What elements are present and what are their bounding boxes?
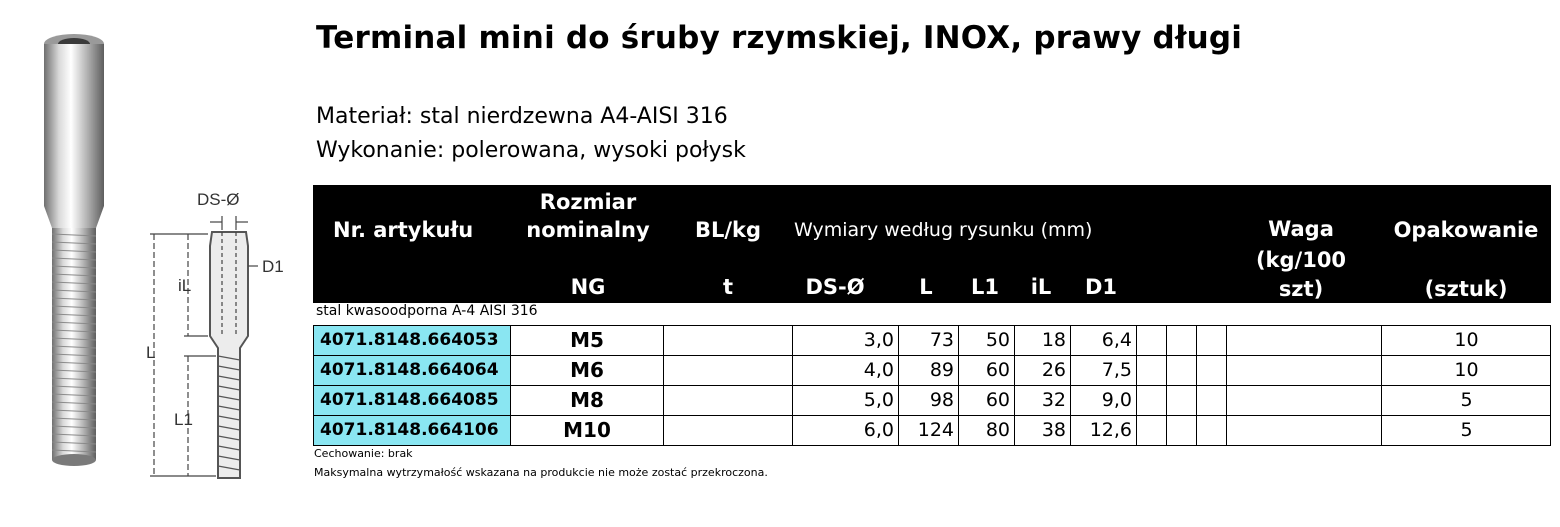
header-il: iL bbox=[1030, 275, 1052, 299]
header-pack: Opakowanie bbox=[1393, 218, 1539, 242]
label-il: iL bbox=[178, 276, 192, 295]
cell-l1: 60 bbox=[958, 386, 1014, 415]
cell-l1: 80 bbox=[958, 416, 1014, 445]
table-row bbox=[313, 416, 1551, 446]
cell-weight bbox=[1226, 416, 1381, 445]
header-weight-1: Waga bbox=[1268, 217, 1334, 241]
cell-ds: 4,0 bbox=[792, 356, 898, 385]
cell-il: 18 bbox=[1014, 326, 1070, 355]
row-border bbox=[1550, 356, 1551, 385]
cell-l: 98 bbox=[898, 386, 958, 415]
spec-finish: Wykonanie: polerowana, wysoki połysk bbox=[316, 138, 746, 163]
table-header bbox=[313, 185, 1551, 303]
cell-pack: 5 bbox=[1381, 416, 1551, 445]
table-row bbox=[313, 386, 1551, 416]
cell-weight bbox=[1226, 326, 1381, 355]
label-ds: DS-Ø bbox=[197, 190, 240, 209]
cell-d1: 6,4 bbox=[1070, 326, 1136, 355]
cell-d1: 12,6 bbox=[1070, 416, 1136, 445]
row-border bbox=[1550, 416, 1551, 445]
row-border bbox=[1550, 386, 1551, 415]
header-article: Nr. artykułu bbox=[333, 218, 474, 242]
cell-l: 124 bbox=[898, 416, 958, 445]
cell-il: 26 bbox=[1014, 356, 1070, 385]
cell-bl bbox=[663, 416, 792, 445]
page-title: Terminal mini do śruby rzymskiej, INOX, prawy długi bbox=[316, 20, 1243, 56]
spec-material: Materiał: stal nierdzewna A4-AISI 316 bbox=[316, 104, 728, 129]
technical-drawing bbox=[140, 186, 300, 486]
cell-l1: 50 bbox=[958, 326, 1014, 355]
cell-bl bbox=[663, 356, 792, 385]
header-ds: DS-Ø bbox=[805, 275, 865, 299]
cell-article: 4071.8148.664053 bbox=[313, 326, 510, 355]
cell-pack: 5 bbox=[1381, 386, 1551, 415]
cell-weight bbox=[1226, 356, 1381, 385]
table-body bbox=[313, 325, 1551, 446]
header-l: L bbox=[919, 275, 933, 299]
cell-bl bbox=[663, 386, 792, 415]
header-d1: D1 bbox=[1084, 275, 1118, 299]
cell-article: 4071.8148.664085 bbox=[313, 386, 510, 415]
header-weight-2: (kg/100 bbox=[1255, 248, 1347, 272]
cell-empty bbox=[1166, 386, 1196, 415]
header-pack-unit: (sztuk) bbox=[1424, 277, 1508, 301]
cell-empty bbox=[1136, 356, 1166, 385]
header-bl-unit: t bbox=[722, 275, 734, 299]
note-strength: Maksymalna wytrzymałość wskazana na produkcie nie może zostać przekroczona. bbox=[314, 466, 768, 479]
product-photo bbox=[30, 28, 120, 478]
cell-article: 4071.8148.664064 bbox=[313, 356, 510, 385]
header-bl: BL/kg bbox=[694, 218, 762, 242]
label-l: L bbox=[146, 343, 156, 362]
cell-ng: M8 bbox=[510, 386, 663, 415]
cell-d1: 7,5 bbox=[1070, 356, 1136, 385]
cell-empty bbox=[1136, 386, 1166, 415]
label-d1: D1 bbox=[262, 257, 284, 276]
header-weight-3: szt) bbox=[1278, 277, 1324, 301]
header-size-1: Rozmiar bbox=[539, 190, 637, 214]
cell-empty bbox=[1136, 326, 1166, 355]
cell-empty bbox=[1196, 356, 1226, 385]
cell-ds: 6,0 bbox=[792, 416, 898, 445]
cell-ng: M10 bbox=[510, 416, 663, 445]
cell-empty bbox=[1166, 416, 1196, 445]
cell-d1: 9,0 bbox=[1070, 386, 1136, 415]
cell-pack: 10 bbox=[1381, 356, 1551, 385]
header-dims: Wymiary według rysunku (mm) bbox=[794, 219, 1093, 241]
cell-ds: 3,0 bbox=[792, 326, 898, 355]
cell-weight bbox=[1226, 386, 1381, 415]
cell-l: 73 bbox=[898, 326, 958, 355]
label-l1: L1 bbox=[174, 410, 193, 429]
table-row bbox=[313, 326, 1551, 356]
header-size-unit: NG bbox=[570, 275, 606, 299]
cell-ng: M5 bbox=[510, 326, 663, 355]
header-l1: L1 bbox=[971, 275, 999, 299]
header-size-2: nominalny bbox=[526, 218, 650, 242]
cell-empty bbox=[1196, 326, 1226, 355]
cell-ng: M6 bbox=[510, 356, 663, 385]
cell-empty bbox=[1196, 416, 1226, 445]
table-row bbox=[313, 356, 1551, 386]
cell-empty bbox=[1166, 356, 1196, 385]
cell-l: 89 bbox=[898, 356, 958, 385]
cell-bl bbox=[663, 326, 792, 355]
cell-empty bbox=[1136, 416, 1166, 445]
cell-l1: 60 bbox=[958, 356, 1014, 385]
row-border bbox=[1550, 326, 1551, 355]
material-row: stal kwasoodporna A-4 AISI 316 bbox=[316, 303, 538, 319]
note-marking: Cechowanie: brak bbox=[314, 447, 413, 460]
cell-pack: 10 bbox=[1381, 326, 1551, 355]
cell-empty bbox=[1166, 326, 1196, 355]
cell-article: 4071.8148.664106 bbox=[313, 416, 510, 445]
cell-il: 32 bbox=[1014, 386, 1070, 415]
cell-ds: 5,0 bbox=[792, 386, 898, 415]
cell-il: 38 bbox=[1014, 416, 1070, 445]
cell-empty bbox=[1196, 386, 1226, 415]
